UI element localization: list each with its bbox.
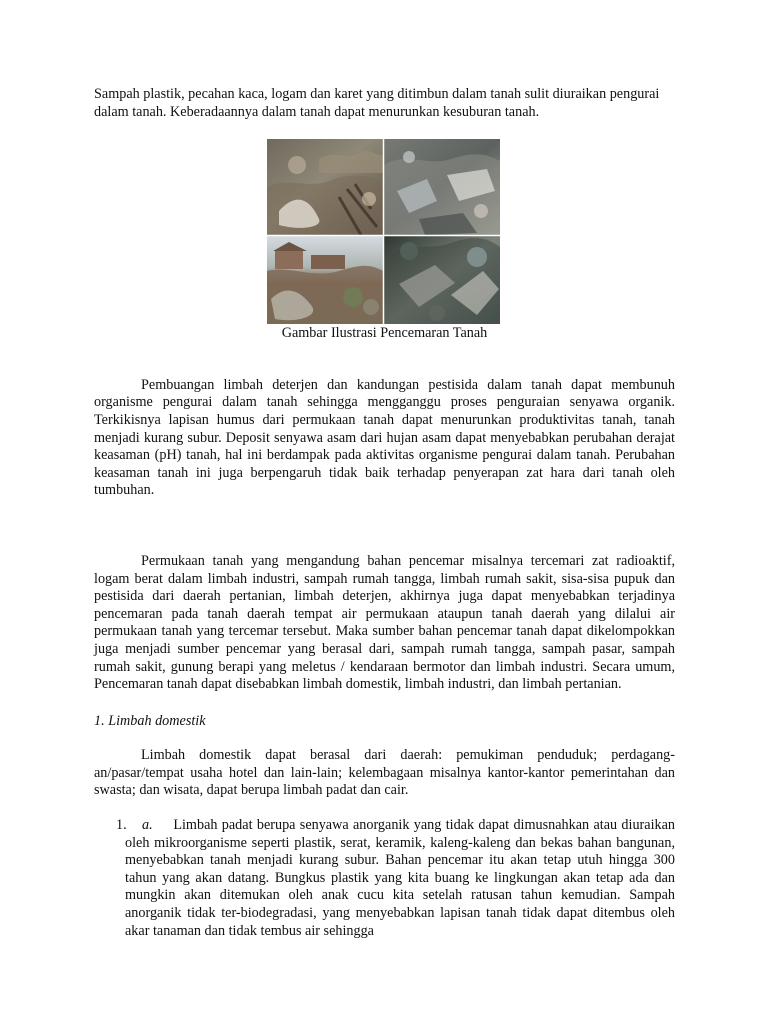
paragraph-2: Permukaan tanah yang mengandung bahan pencemar misalnya tercemari zat radioaktif, logam berat dalam limbah industri, sampah rumah tangga, limbah rumah sakit, sisa-sisa pupuk dan pestisida dari daerah pertanian, limbah deterjen, akhirnya juga dapat menyebabkan terjadinya pencemaran pada tanah daerah tempat air permukaan ataupun tanah daerah yang dilalui air permukaan tanah yang tercemar tersebut. Maka sumber bahan pencemar tanah dapat dikelompokkan juga menjadi sumber pencemar yang berasal dari, sampah rumah tangga, sampah pasar, sampah rumah sakit, gunung berapi yang meletus / kendaraan bermotor dan limbah industri. Secara umum, Pencemaran tanah dapat disebabkan limbah domestik, limbah industri, dan limbah pertanian. <box>94 552 675 693</box>
pollution-collage-image <box>267 139 500 324</box>
document-page <box>94 86 675 940</box>
list-item-text: Limbah padat berupa senyawa anorganik yang tidak dapat dimusnahkan atau diuraikan oleh mikroorganisme seperti plastik, serat, keramik, kaleng-kaleng dan bekas bahan bangunan, menyebabkan tanah menjadi kurang subur. Bahan pencemar itu akan tetap utuh hingga 300 tahun yang akan datang. Bungkus plastik yang kita buang ke lingkungan akan tetap ada dan mungkin akan ditemukan oleh anak cucu kita setelah ratusan tahun kemudian. Sampah anorganik tidak ter-biodegradasi, yang menyebabkan lapisan tanah tidak dapat ditembus oleh akar tanaman dan tidak tembus air sehingga <box>125 817 676 939</box>
paragraph-1: Pembuangan limbah deterjen dan kandungan pestisida dalam tanah dapat membunuh organisme pengurai dalam tanah sehingga mengganggu proses penguraian senyawa organik. Terkikisnya lapisan humus dari permukaan tanah dapat menurunkan produktivitas tanah, tanah menjadi kurang subur. Deposit senyawa asam dari hujan asam dapat menyebabkan perubahan derajat keasaman (pH) tanah, hal ini berdampak pada aktivitas organisme pengurai dalam tanah. Perubahan keasaman tanah ini juga berpengaruh tidak baik terhadap penyerapan zat hara dari tanah oleh tumbuhan. <box>94 376 675 499</box>
list-number: 1. <box>116 817 127 834</box>
figure-caption: Gambar Ilustrasi Pencemaran Tanah <box>281 325 488 342</box>
list-item <box>94 817 675 940</box>
list-letter: a. <box>142 817 153 834</box>
section-paragraph: Limbah domestik dapat berasal dari daerah: pemukiman penduduk; perdagang-an/pasar/tempat usaha hotel dan lain-lain; kelembagaan misalnya kantor-kantor pemerintahan dan swasta; dan wisata, dapat berupa limbah padat dan cair. <box>94 747 675 799</box>
intro-paragraph: Sampah plastik, pecahan kaca, logam dan karet yang ditimbun dalam tanah sulit diuraikan pengurai dalam tanah. Keberadaannya dalam tanah dapat menurunkan kesuburan tanah. <box>94 86 660 120</box>
section-title: 1. Limbah domestik <box>94 712 206 729</box>
pollution-collage <box>267 139 500 324</box>
list-item-content <box>125 817 675 940</box>
